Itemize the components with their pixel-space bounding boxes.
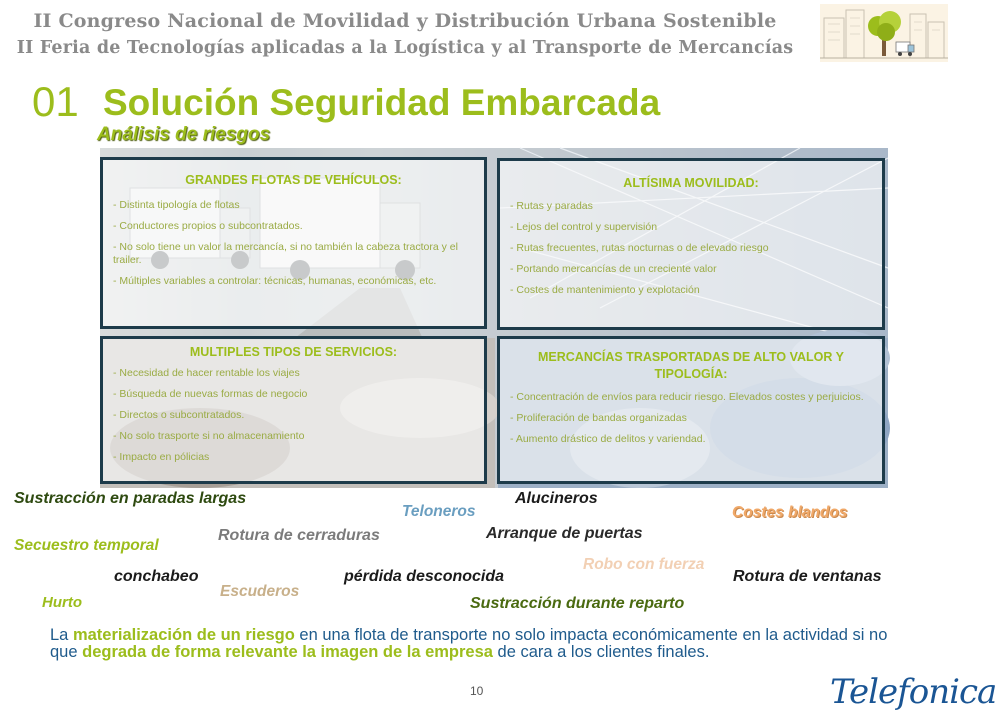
panel-item: - Búsqueda de nuevas formas de negocio: [113, 388, 308, 400]
panel-item: - Conductores propios o subcontratados.: [113, 220, 303, 232]
panel-item: - Rutas frecuentes, rutas nocturnas o de elevado riesgo: [510, 242, 769, 254]
conclusion-text: de cara a los clientes finales.: [492, 643, 710, 661]
conclusion-text: en una flota de transporte no solo impacta económicamente en la actividad si no que: [50, 626, 888, 661]
conclusion-text: La: [50, 626, 73, 644]
panel-multiples-servicios: [100, 336, 487, 484]
slide-subtitle: Análisis de riesgos: [97, 124, 271, 145]
panel-item: - Concentración de envíos para reducir riesgo. Elevados costes y perjuicios.: [510, 391, 864, 403]
risk-word: Costes blandos: [732, 504, 848, 521]
risk-word: Sustracción en paradas largas: [14, 490, 247, 507]
page-number: 10: [470, 684, 484, 698]
panel-item: - Distinta tipología de flotas: [113, 199, 240, 211]
risk-word: Escuderos: [220, 583, 300, 600]
panel-altisima-movilidad: [497, 158, 885, 330]
panel-grandes-flotas: [100, 157, 487, 329]
panel-item: - Múltiples variables a controlar: técnicas, humanas, económicas, etc.: [113, 275, 437, 287]
panel-item: - Aumento drástico de delitos y variendad.: [510, 433, 706, 445]
risk-word: conchabeo: [114, 568, 199, 585]
risk-word: Hurto: [42, 594, 82, 611]
panel-item: - Portando mercancías de un creciente valor: [510, 263, 717, 275]
panel-item: - Lejos del control y supervisión: [510, 221, 658, 233]
risk-word: Secuestro temporal: [14, 537, 159, 554]
risk-word: Rotura de ventanas: [733, 568, 882, 585]
panel-item: - Impacto en pólicias: [113, 451, 210, 463]
panel-title: MULTIPLES TIPOS DE SERVICIOS:: [189, 345, 398, 359]
conclusion-paragraph: [50, 627, 910, 661]
city-logo-icon: [820, 4, 948, 62]
panel-item: - Proliferación de bandas organizadas: [510, 412, 687, 424]
section-number: 01: [32, 78, 79, 125]
risk-word: pérdida desconocida: [344, 568, 505, 585]
congress-title-line2: II Feria de Tecnologías aplicadas a la Logística y al Transporte de Mercancías: [16, 38, 794, 58]
risk-word: Robo con fuerza: [583, 556, 705, 573]
panel-mercancias: [497, 336, 885, 484]
risk-word: Rotura de cerraduras: [218, 527, 380, 544]
panel-item: - Costes de mantenimiento y explotación: [510, 284, 700, 296]
panel-item: - No solo tiene un valor la mercancía, si no también la cabeza tractora y el trailer.: [113, 241, 458, 266]
risk-word: Sustracción durante reparto: [470, 595, 685, 612]
risk-word: Teloneros: [402, 503, 476, 520]
conclusion-highlight: degrada de forma relevante la imagen de la empresa: [82, 643, 493, 661]
risk-word: Arranque de puertas: [486, 525, 643, 542]
panel-item: - No solo trasporte si no almacenamiento: [113, 430, 305, 442]
panel-item: - Necesidad de hacer rentable los viajes: [113, 367, 300, 379]
panel-title: ALTÍSIMA MOVILIDAD:: [623, 176, 759, 190]
conclusion-highlight: materialización de un riesgo: [72, 626, 295, 644]
panel-item: - Directos o subcontratados.: [113, 409, 245, 421]
risk-word: Alucineros: [515, 490, 598, 507]
congress-title-line1: II Congreso Nacional de Movilidad y Distribución Urbana Sostenible: [33, 10, 777, 32]
telefonica-logo: Telefonica: [830, 672, 996, 712]
slide-title: Solución Seguridad Embarcada: [103, 82, 661, 123]
panel-item: - Rutas y paradas: [510, 200, 593, 212]
panel-title: GRANDES FLOTAS DE VEHÍCULOS:: [185, 173, 402, 187]
panel-title: MERCANCÍAS TRASPORTADAS DE ALTO VALOR Y TIPOLOGÍA:: [537, 350, 845, 381]
